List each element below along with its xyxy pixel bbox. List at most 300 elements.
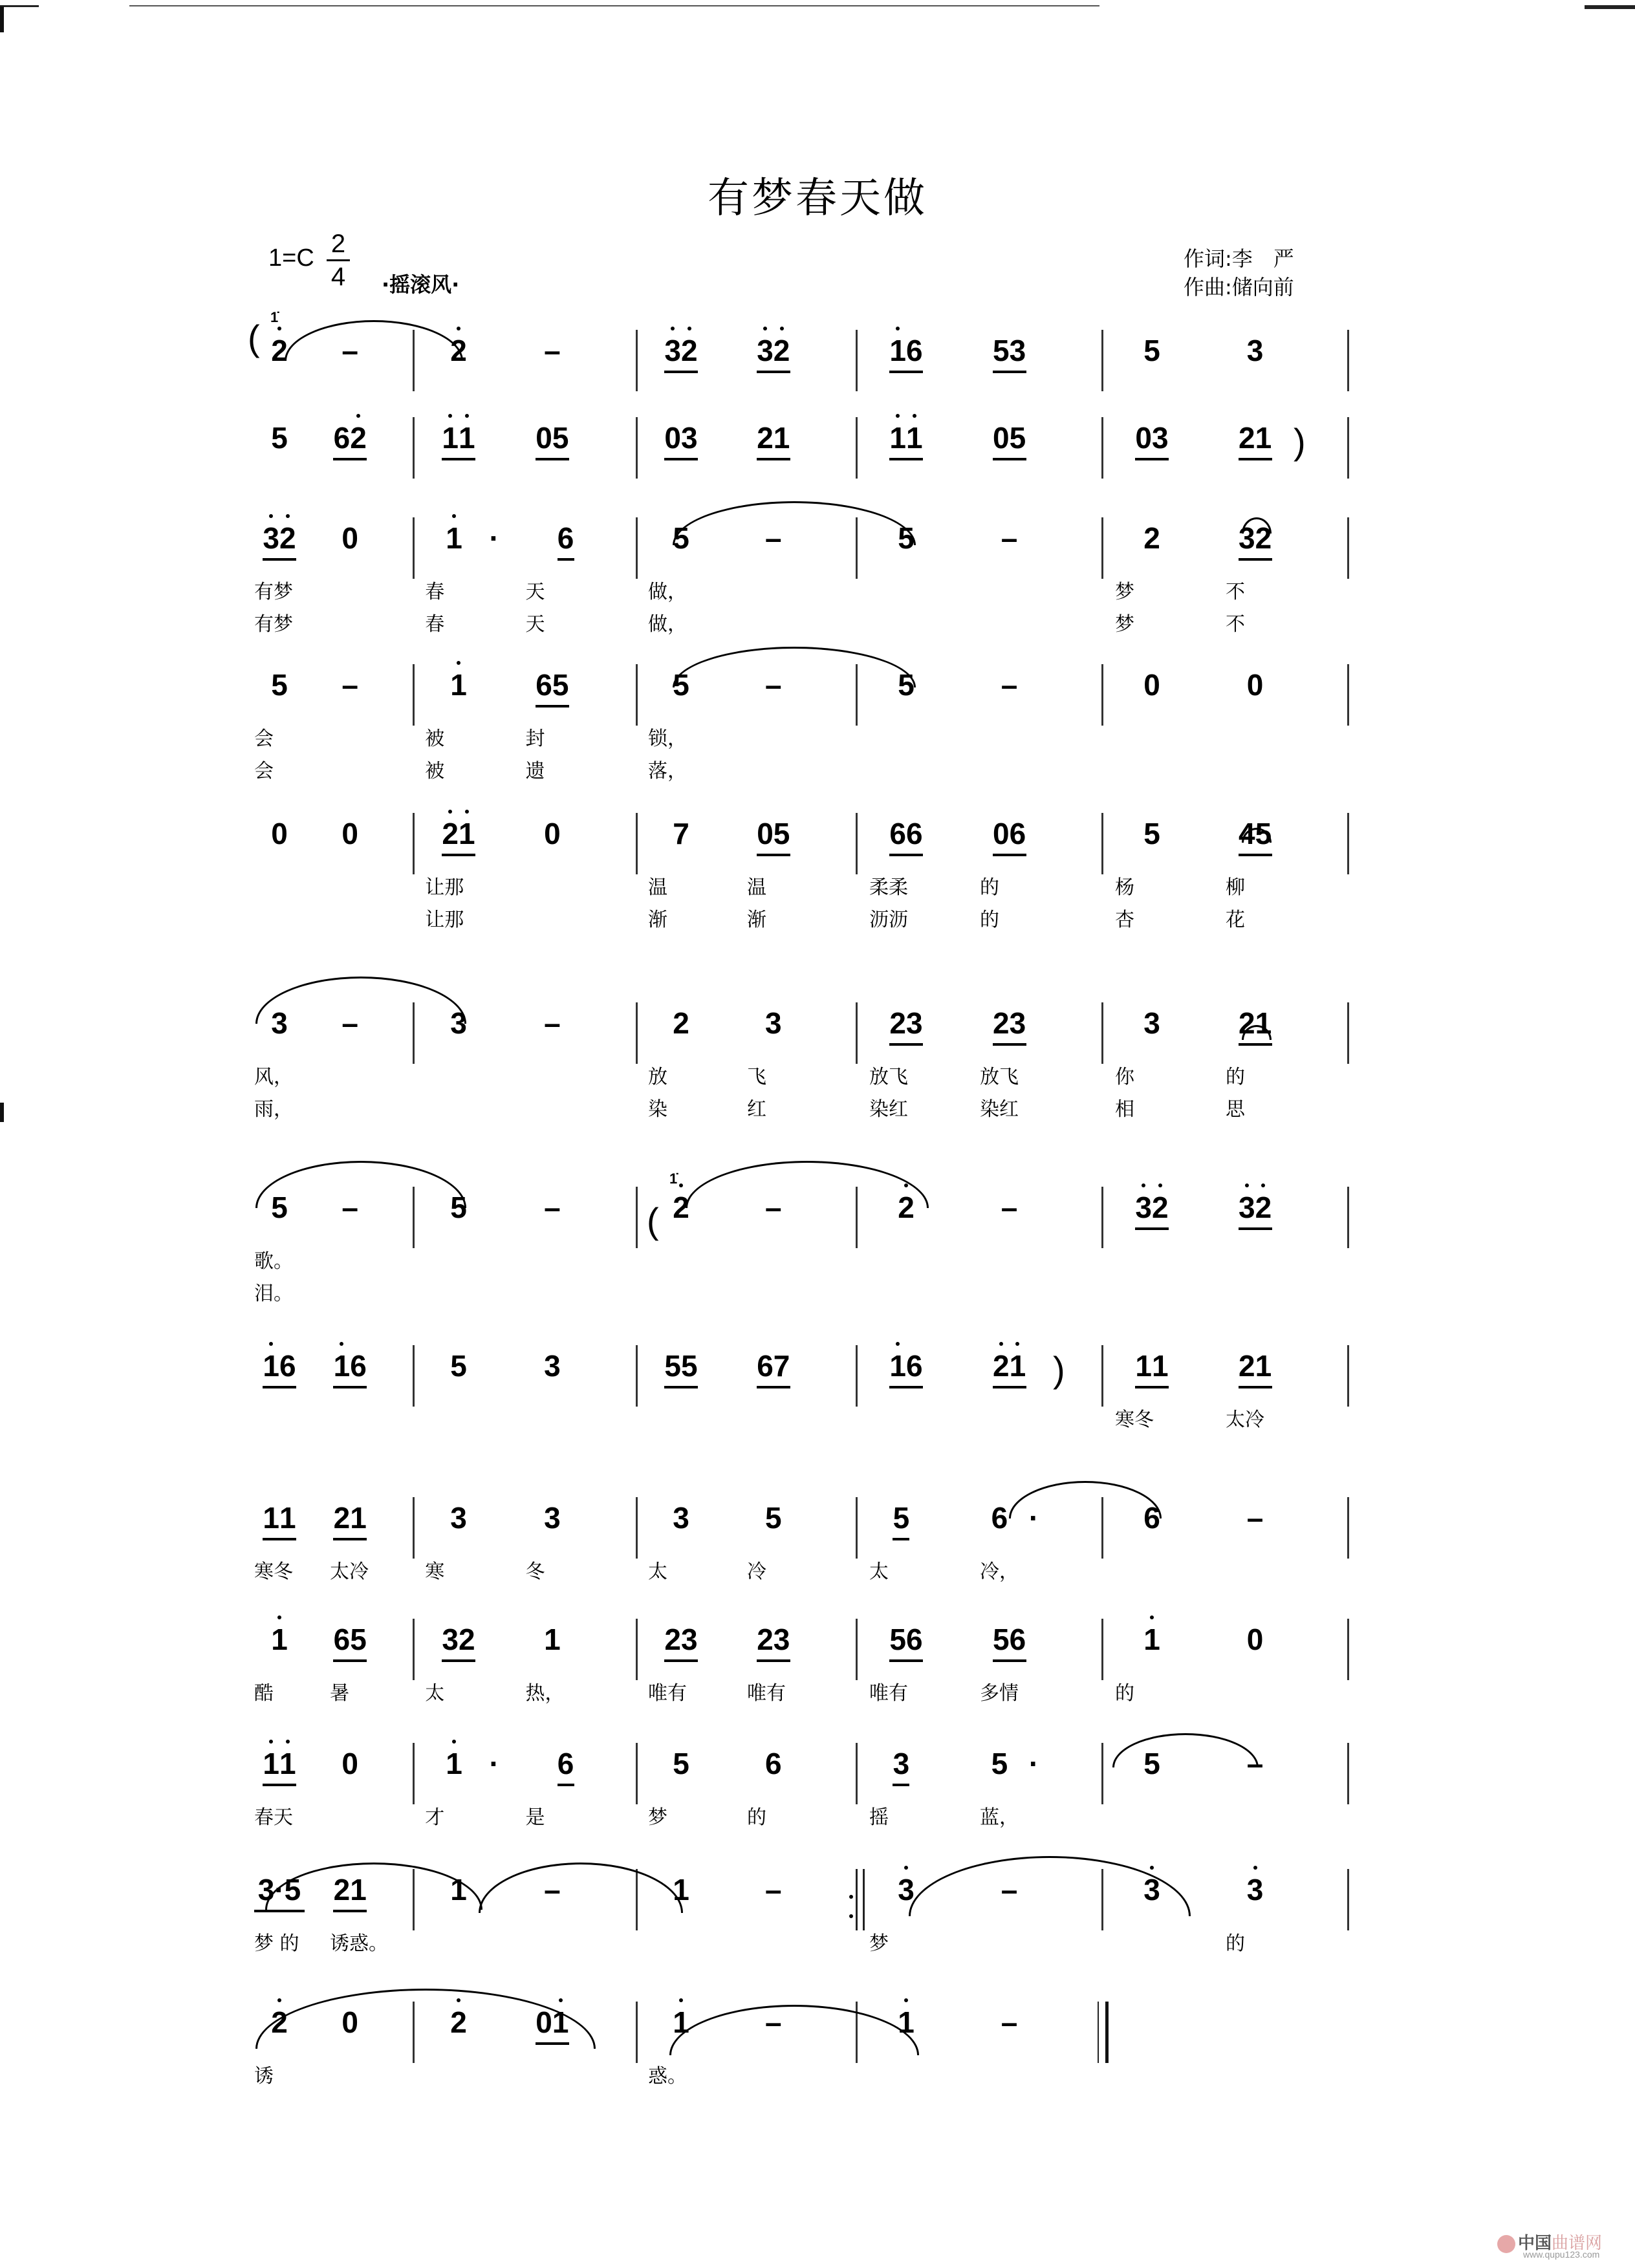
scan-top-edge — [0, 5, 1635, 8]
eighth-underline — [536, 458, 569, 460]
digit: · — [1028, 1747, 1039, 1780]
lyric-syllable: 寒冬 — [254, 1561, 293, 1583]
lyric-syllable: 有梦 — [254, 613, 293, 636]
eighth-underline — [664, 1386, 698, 1388]
note — [1229, 667, 1281, 702]
digit: 1 — [1255, 1349, 1272, 1383]
slur-arc — [285, 320, 463, 361]
slur-arc — [673, 647, 916, 687]
lyric-syllable: 会 — [254, 760, 274, 783]
high-octave-digit: 3 — [1143, 1873, 1160, 1906]
digit: 2 — [1255, 521, 1272, 555]
digit: 0 — [1246, 668, 1264, 702]
bar-line — [1347, 1002, 1349, 1064]
lyric-syllable: 的 — [980, 909, 999, 931]
digit: · — [1028, 1501, 1039, 1535]
note — [324, 816, 376, 851]
digit: – — [1001, 668, 1018, 702]
digit: 6 — [889, 817, 906, 850]
note — [880, 1348, 932, 1383]
lyric-syllable: 放 — [648, 1066, 667, 1088]
eighth-underline — [442, 458, 475, 460]
eighth-underline — [664, 1659, 698, 1662]
lyric-syllable: 天 — [525, 581, 545, 603]
note — [875, 1500, 927, 1535]
digit: 6 — [757, 1349, 774, 1383]
lyric-syllable: 不 — [1226, 581, 1245, 603]
close-parenthesis: ) — [1053, 1349, 1065, 1390]
digit: 3 — [773, 1623, 790, 1656]
eighth-underline — [333, 1910, 367, 1912]
open-parenthesis: ( — [647, 1200, 659, 1241]
note — [1126, 1348, 1178, 1383]
note — [324, 1348, 376, 1383]
digit: 3 — [442, 1623, 459, 1656]
digit: 5 — [993, 1623, 1010, 1656]
digit: 0 — [993, 817, 1010, 850]
digit: 3 — [450, 1501, 467, 1535]
dash-extension — [526, 333, 578, 368]
note — [748, 1746, 799, 1781]
digit: 5 — [681, 1349, 698, 1383]
lyric-syllable: 天 — [525, 613, 545, 636]
lyric-syllable: 梦 — [869, 1932, 889, 1955]
note — [254, 521, 305, 556]
digit: 0 — [341, 521, 358, 555]
eighth-underline — [757, 371, 790, 373]
note — [526, 1500, 578, 1535]
digit: 6 — [1009, 817, 1026, 850]
digit: 0 — [1135, 421, 1152, 455]
bar-line — [636, 1002, 638, 1064]
digit: 5 — [898, 521, 915, 555]
note — [324, 1746, 376, 1781]
bar-line — [636, 664, 638, 726]
high-octave-digit: 2 — [993, 1349, 1010, 1383]
digit: 5 — [1143, 817, 1160, 850]
lyric-syllable: 梦 — [1115, 581, 1134, 603]
digit: 5 — [993, 334, 1010, 367]
lyric-syllable: 染 — [648, 1098, 667, 1121]
eighth-underline — [889, 1386, 923, 1388]
dot-extension — [468, 521, 520, 556]
lyric-syllable: 不 — [1226, 613, 1245, 636]
eighth-underline — [993, 1659, 1026, 1662]
digit: 5 — [271, 421, 288, 455]
slur-arc — [1112, 1733, 1259, 1767]
digit: 5 — [765, 1501, 782, 1535]
digit: 3 — [271, 1006, 288, 1040]
lyricist-credit: 作词:李 严 — [1184, 246, 1294, 271]
note — [254, 1622, 305, 1657]
lyric-syllable: 封 — [525, 728, 545, 750]
digit: 5 — [673, 668, 689, 702]
high-octave-digit: 1 — [889, 334, 906, 367]
dash-extension — [984, 667, 1035, 702]
digit: 3 — [450, 1006, 467, 1040]
high-octave-digit: 2 — [681, 334, 698, 367]
digit: 2 — [1239, 1006, 1255, 1040]
bar-line — [1101, 1743, 1103, 1804]
eighth-underline — [558, 1784, 574, 1786]
lyric-syllable: 杏 — [1115, 909, 1134, 931]
bar-line — [856, 1002, 858, 1064]
lyric-syllable: 多情 — [980, 1682, 1019, 1705]
lyric-syllable: 思 — [1226, 1098, 1245, 1121]
high-octave-digit: 1 — [906, 421, 923, 455]
slur-arc — [1242, 517, 1272, 534]
slur-arc — [479, 1863, 683, 1913]
note — [1229, 1348, 1281, 1383]
digit: 3 — [544, 1349, 561, 1383]
digit: 0 — [341, 2005, 358, 2039]
high-octave-digit: 2 — [350, 421, 367, 455]
digit: 7 — [673, 817, 689, 850]
watermark — [1497, 2230, 1603, 2260]
digit: – — [544, 1191, 561, 1224]
style-marking: ·摇滚风· — [382, 272, 460, 297]
high-octave-digit: 2 — [673, 1191, 689, 1224]
digit: 6 — [557, 1747, 574, 1780]
lyric-syllable: 冷 — [747, 1561, 766, 1583]
lyric-syllable: 梦 — [1115, 613, 1134, 636]
eighth-underline — [889, 1043, 923, 1046]
bar-line — [856, 417, 858, 479]
bar-line — [636, 417, 638, 479]
note — [254, 420, 305, 455]
lyric-syllable: 让那 — [425, 876, 464, 899]
digit: – — [341, 668, 358, 702]
bar-line — [636, 1345, 638, 1407]
eighth-underline — [1239, 1043, 1272, 1046]
note — [984, 1348, 1035, 1383]
lyric-syllable: 暑 — [330, 1682, 349, 1705]
digit: 2 — [993, 1006, 1010, 1040]
note — [984, 1006, 1035, 1041]
lyric-syllable: 渐 — [747, 909, 766, 931]
lyric-syllable: 泪。 — [254, 1282, 293, 1305]
lyric-syllable: 太 — [869, 1561, 889, 1583]
digit: 2 — [1239, 1349, 1255, 1383]
lyric-syllable: 有梦 — [254, 581, 293, 603]
watermark-name-red: 曲谱网 — [1552, 2234, 1603, 2253]
eighth-underline — [993, 854, 1026, 856]
digit: – — [1001, 2005, 1018, 2039]
eighth-underline — [664, 371, 698, 373]
bar-line — [1347, 1619, 1349, 1680]
slur-arc — [1009, 1481, 1162, 1518]
lyric-syllable: 花 — [1226, 909, 1245, 931]
eighth-underline — [1135, 458, 1169, 460]
digit: 0 — [1143, 668, 1160, 702]
note — [984, 1622, 1035, 1657]
bar-line — [636, 2002, 638, 2063]
digit: 0 — [757, 817, 774, 850]
bar-line — [636, 517, 638, 579]
note — [324, 1500, 376, 1535]
digit: 5 — [898, 668, 915, 702]
digit: 2 — [889, 1006, 906, 1040]
lyric-syllable: 染红 — [980, 1098, 1019, 1121]
note — [880, 420, 932, 455]
digit: 2 — [1143, 521, 1160, 555]
dot-extension — [468, 1746, 520, 1781]
eighth-underline — [1135, 1386, 1169, 1388]
bar-line — [856, 1743, 858, 1804]
high-octave-digit: 1 — [1143, 1623, 1160, 1656]
watermark-name-black: 中国 — [1518, 2234, 1552, 2253]
bar-line — [1101, 1187, 1103, 1248]
note — [655, 1622, 707, 1657]
lyric-syllable: 惑。 — [648, 2065, 687, 2088]
lyric-syllable: 染红 — [869, 1098, 908, 1121]
eighth-underline — [263, 558, 296, 561]
lyric-syllable: 放飞 — [869, 1066, 908, 1088]
digit: 1 — [1255, 421, 1272, 455]
digit: 5 — [1143, 334, 1160, 367]
lyric-syllable: 冬 — [525, 1561, 545, 1583]
note — [1229, 1872, 1281, 1907]
digit: 7 — [773, 1349, 790, 1383]
bar-line — [856, 1345, 858, 1407]
time-signature-bottom: 4 — [330, 263, 346, 291]
digit: 5 — [664, 1349, 681, 1383]
note — [254, 667, 305, 702]
bar-line — [1347, 664, 1349, 726]
eighth-underline — [1239, 458, 1272, 460]
digit: 5 — [893, 1501, 910, 1535]
eighth-underline — [333, 1386, 367, 1388]
bar-line — [1347, 417, 1349, 479]
bar-line — [1347, 1345, 1349, 1407]
eighth-underline — [263, 1538, 296, 1540]
note — [748, 1622, 799, 1657]
note — [433, 1348, 484, 1383]
digit: – — [765, 521, 782, 555]
lyric-syllable: 的 — [1226, 1932, 1245, 1955]
note — [984, 333, 1035, 368]
digit: – — [765, 1873, 782, 1906]
lyric-syllable: 才 — [425, 1806, 445, 1829]
digit: 2 — [757, 1623, 774, 1656]
high-octave-digit: 3 — [757, 334, 774, 367]
high-octave-digit: 1 — [1009, 1349, 1026, 1383]
lyric-syllable: 杨 — [1115, 876, 1134, 899]
bar-line — [413, 664, 415, 726]
eighth-underline — [1239, 558, 1272, 561]
high-octave-digit: 2 — [271, 2005, 288, 2039]
digit: – — [544, 1006, 561, 1040]
note — [880, 1622, 932, 1657]
note — [324, 521, 376, 556]
lyric-syllable: 春 — [425, 613, 445, 636]
note — [254, 1500, 305, 1535]
digit: 3 — [1009, 1006, 1026, 1040]
bar-line — [856, 1869, 865, 1930]
lyric-syllable: 冷， — [980, 1561, 1019, 1583]
digit: 0 — [341, 1747, 358, 1780]
digit: 3 — [257, 1873, 275, 1906]
lyric-syllable: 红 — [747, 1098, 766, 1121]
eighth-underline — [442, 1659, 475, 1662]
note — [655, 816, 707, 851]
digit: – — [765, 2005, 782, 2039]
digit: 5 — [552, 421, 569, 455]
lyric-syllable: 落， — [648, 760, 687, 783]
digit: 6 — [906, 817, 923, 850]
lyric-syllable: 的 — [747, 1806, 766, 1829]
bar-line — [413, 813, 415, 874]
eighth-underline — [254, 1910, 305, 1912]
digit: 3 — [1246, 334, 1264, 367]
digit: · — [489, 521, 499, 555]
digit: – — [341, 1191, 358, 1224]
note — [254, 1746, 305, 1781]
note — [1229, 420, 1281, 455]
bar-line — [1347, 1743, 1349, 1804]
bar-line — [1101, 1345, 1103, 1407]
high-octave-digit: 1 — [263, 1349, 279, 1383]
digit: 6 — [906, 1349, 923, 1383]
digit: 6 — [333, 1623, 351, 1656]
lyric-syllable: 歌。 — [254, 1250, 293, 1273]
scan-artifact — [0, 1103, 4, 1122]
digit: 6 — [906, 334, 923, 367]
digit: 1 — [263, 1501, 279, 1535]
digit: 2 — [664, 1623, 681, 1656]
scan-artifact — [1585, 5, 1635, 9]
lyric-syllable: 春天 — [254, 1806, 293, 1829]
lyric-syllable: 太冷 — [1226, 1409, 1264, 1431]
digit: 5 — [552, 668, 569, 702]
digit: – — [341, 334, 358, 367]
bar-line — [636, 330, 638, 391]
high-octave-digit: 2 — [773, 334, 790, 367]
digit: 6 — [350, 1349, 367, 1383]
eighth-underline — [536, 705, 569, 707]
digit: – — [765, 1191, 782, 1224]
note — [433, 667, 484, 702]
note — [748, 1348, 799, 1383]
note — [748, 1500, 799, 1535]
high-octave-digit: 1 — [333, 1349, 351, 1383]
slur-arc — [686, 1161, 929, 1208]
digit: 1 — [450, 1873, 467, 1906]
eighth-underline — [1239, 1227, 1272, 1230]
digit: 5 — [673, 1747, 689, 1780]
bar-line — [413, 417, 415, 479]
digit: 5 — [271, 1191, 288, 1224]
bar-line — [413, 1345, 415, 1407]
bar-line — [1347, 1869, 1349, 1930]
note — [1126, 521, 1178, 556]
note — [1126, 333, 1178, 368]
eighth-underline — [993, 458, 1026, 460]
eighth-underline — [893, 1784, 909, 1786]
eighth-underline — [893, 1538, 909, 1540]
bar-line — [1347, 1187, 1349, 1248]
high-octave-digit: 2 — [450, 2005, 467, 2039]
note — [540, 1746, 592, 1781]
scan-artifact — [129, 5, 1099, 6]
lyric-syllable: 温 — [648, 876, 667, 899]
note — [748, 333, 799, 368]
dash-extension — [526, 1190, 578, 1225]
eighth-underline — [757, 458, 790, 460]
digit: 6 — [1143, 1501, 1160, 1535]
bar-line — [413, 1619, 415, 1680]
digit: 5 — [271, 668, 288, 702]
note — [1229, 333, 1281, 368]
lyric-syllable: 温 — [747, 876, 766, 899]
note — [433, 1622, 484, 1657]
digit: 6 — [557, 521, 574, 555]
note — [984, 816, 1035, 851]
high-octave-digit: 1 — [552, 2005, 569, 2039]
digit: 1 — [1152, 1349, 1169, 1383]
repeat-dots — [849, 1885, 853, 1924]
digit: 2 — [459, 1623, 475, 1656]
digit: 3 — [893, 1747, 910, 1780]
eighth-underline — [263, 1386, 296, 1388]
high-octave-digit: 3 — [664, 334, 681, 367]
digit: 3 — [544, 1501, 561, 1535]
eighth-underline — [558, 558, 574, 561]
scan-artifact — [0, 5, 39, 7]
note — [1126, 667, 1178, 702]
note — [880, 1006, 932, 1041]
digit: – — [1246, 1747, 1264, 1780]
digit: 3 — [681, 421, 698, 455]
note — [875, 1746, 927, 1781]
dash-extension — [984, 2005, 1035, 2040]
lyric-syllable: 相 — [1115, 1098, 1134, 1121]
close-parenthesis: ) — [1294, 421, 1306, 462]
lyric-syllable: 诱 — [254, 2065, 274, 2088]
digit: 5 — [673, 521, 689, 555]
lyric-syllable: 遗 — [525, 760, 545, 783]
digit: 3 — [1009, 334, 1026, 367]
eighth-underline — [889, 1659, 923, 1662]
high-octave-digit: 1 — [889, 1349, 906, 1383]
digit: 5 — [991, 1747, 1008, 1780]
lyric-syllable: 寒 — [425, 1561, 445, 1583]
digit: 6 — [906, 1623, 923, 1656]
dash-extension — [984, 521, 1035, 556]
digit: 5 — [350, 1623, 367, 1656]
note — [324, 1622, 376, 1657]
lyric-syllable: 雨， — [254, 1098, 293, 1121]
bar-line — [856, 1619, 858, 1680]
digit: 1 — [1135, 1349, 1152, 1383]
digit: 3 — [681, 1623, 698, 1656]
credits — [1184, 244, 1294, 301]
digit: 6 — [765, 1747, 782, 1780]
note — [880, 816, 932, 851]
note — [655, 1746, 707, 1781]
digit: 2 — [1239, 421, 1255, 455]
bar-line — [1101, 813, 1103, 874]
high-octave-digit: 1 — [459, 421, 475, 455]
bar-line — [636, 1743, 638, 1804]
bar-line — [636, 813, 638, 874]
digit: – — [765, 668, 782, 702]
digit: 3 — [1143, 1006, 1160, 1040]
lyric-syllable: 的 — [980, 876, 999, 899]
time-signature-top: 2 — [330, 230, 346, 258]
eighth-underline — [1239, 854, 1272, 856]
high-octave-digit: 3 — [1135, 1191, 1152, 1224]
